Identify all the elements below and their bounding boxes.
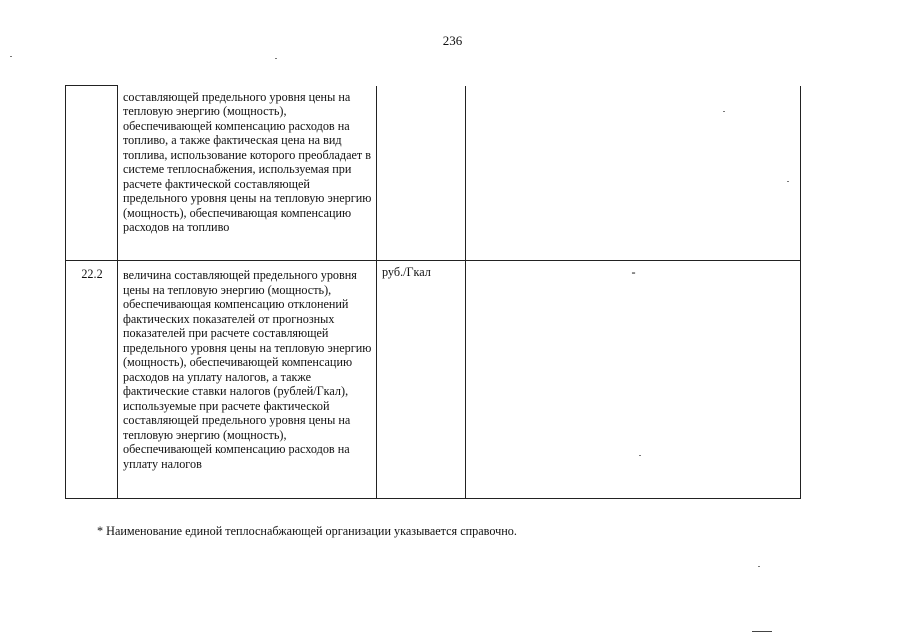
- row-value-cell: [466, 86, 801, 261]
- row-value-cell: -: [466, 261, 801, 499]
- row-unit-cell: руб./Гкал: [377, 261, 466, 499]
- table-row: [66, 86, 801, 261]
- row-description-cell: составляющей предельного уровня цены на тепловую энергию (мощность), обеспечивающей компенсацию расходов на топливо, а также фактическая цена на вид топлива, использование которого преобладает в системе теплоснабжения, используемая при расчете фактической составляющей предельного уровня цены на тепловую энергию (мощность), обеспечивающая компенсацию расходов на топливо: [118, 86, 377, 261]
- scan-mark: [752, 631, 772, 632]
- scan-speck: [758, 566, 760, 567]
- page-number: 236: [442, 33, 463, 48]
- row-unit-cell: [377, 86, 466, 261]
- scan-speck: [275, 58, 277, 59]
- data-table: [65, 85, 801, 499]
- footnote: * Наименование единой теплоснабжающей организации указывается справочно.: [97, 524, 517, 538]
- scan-speck: [10, 56, 12, 57]
- row-number-cell: 22.2: [66, 261, 118, 499]
- scan-speck: [639, 455, 641, 456]
- scan-speck: [723, 111, 725, 112]
- table-row: [66, 261, 801, 499]
- scan-speck: [787, 181, 789, 182]
- row-number-cell: [66, 86, 118, 261]
- row-description-cell: величина составляющей предельного уровня цены на тепловую энергию (мощность), обеспечивающая компенсацию отклонений фактических показателей от прогнозных показателей при расчете составляющей предельного уровня цены на тепловую энергию (мощность), обеспечивающей компенсацию расходов на уплату налогов, а также фактические ставки налогов (рублей/Гкал), используемые при расчете фактической составляющей предельного уровня цены на тепловую энергию (мощность), обеспечивающей компенсацию расходов на уплату налогов: [118, 261, 377, 499]
